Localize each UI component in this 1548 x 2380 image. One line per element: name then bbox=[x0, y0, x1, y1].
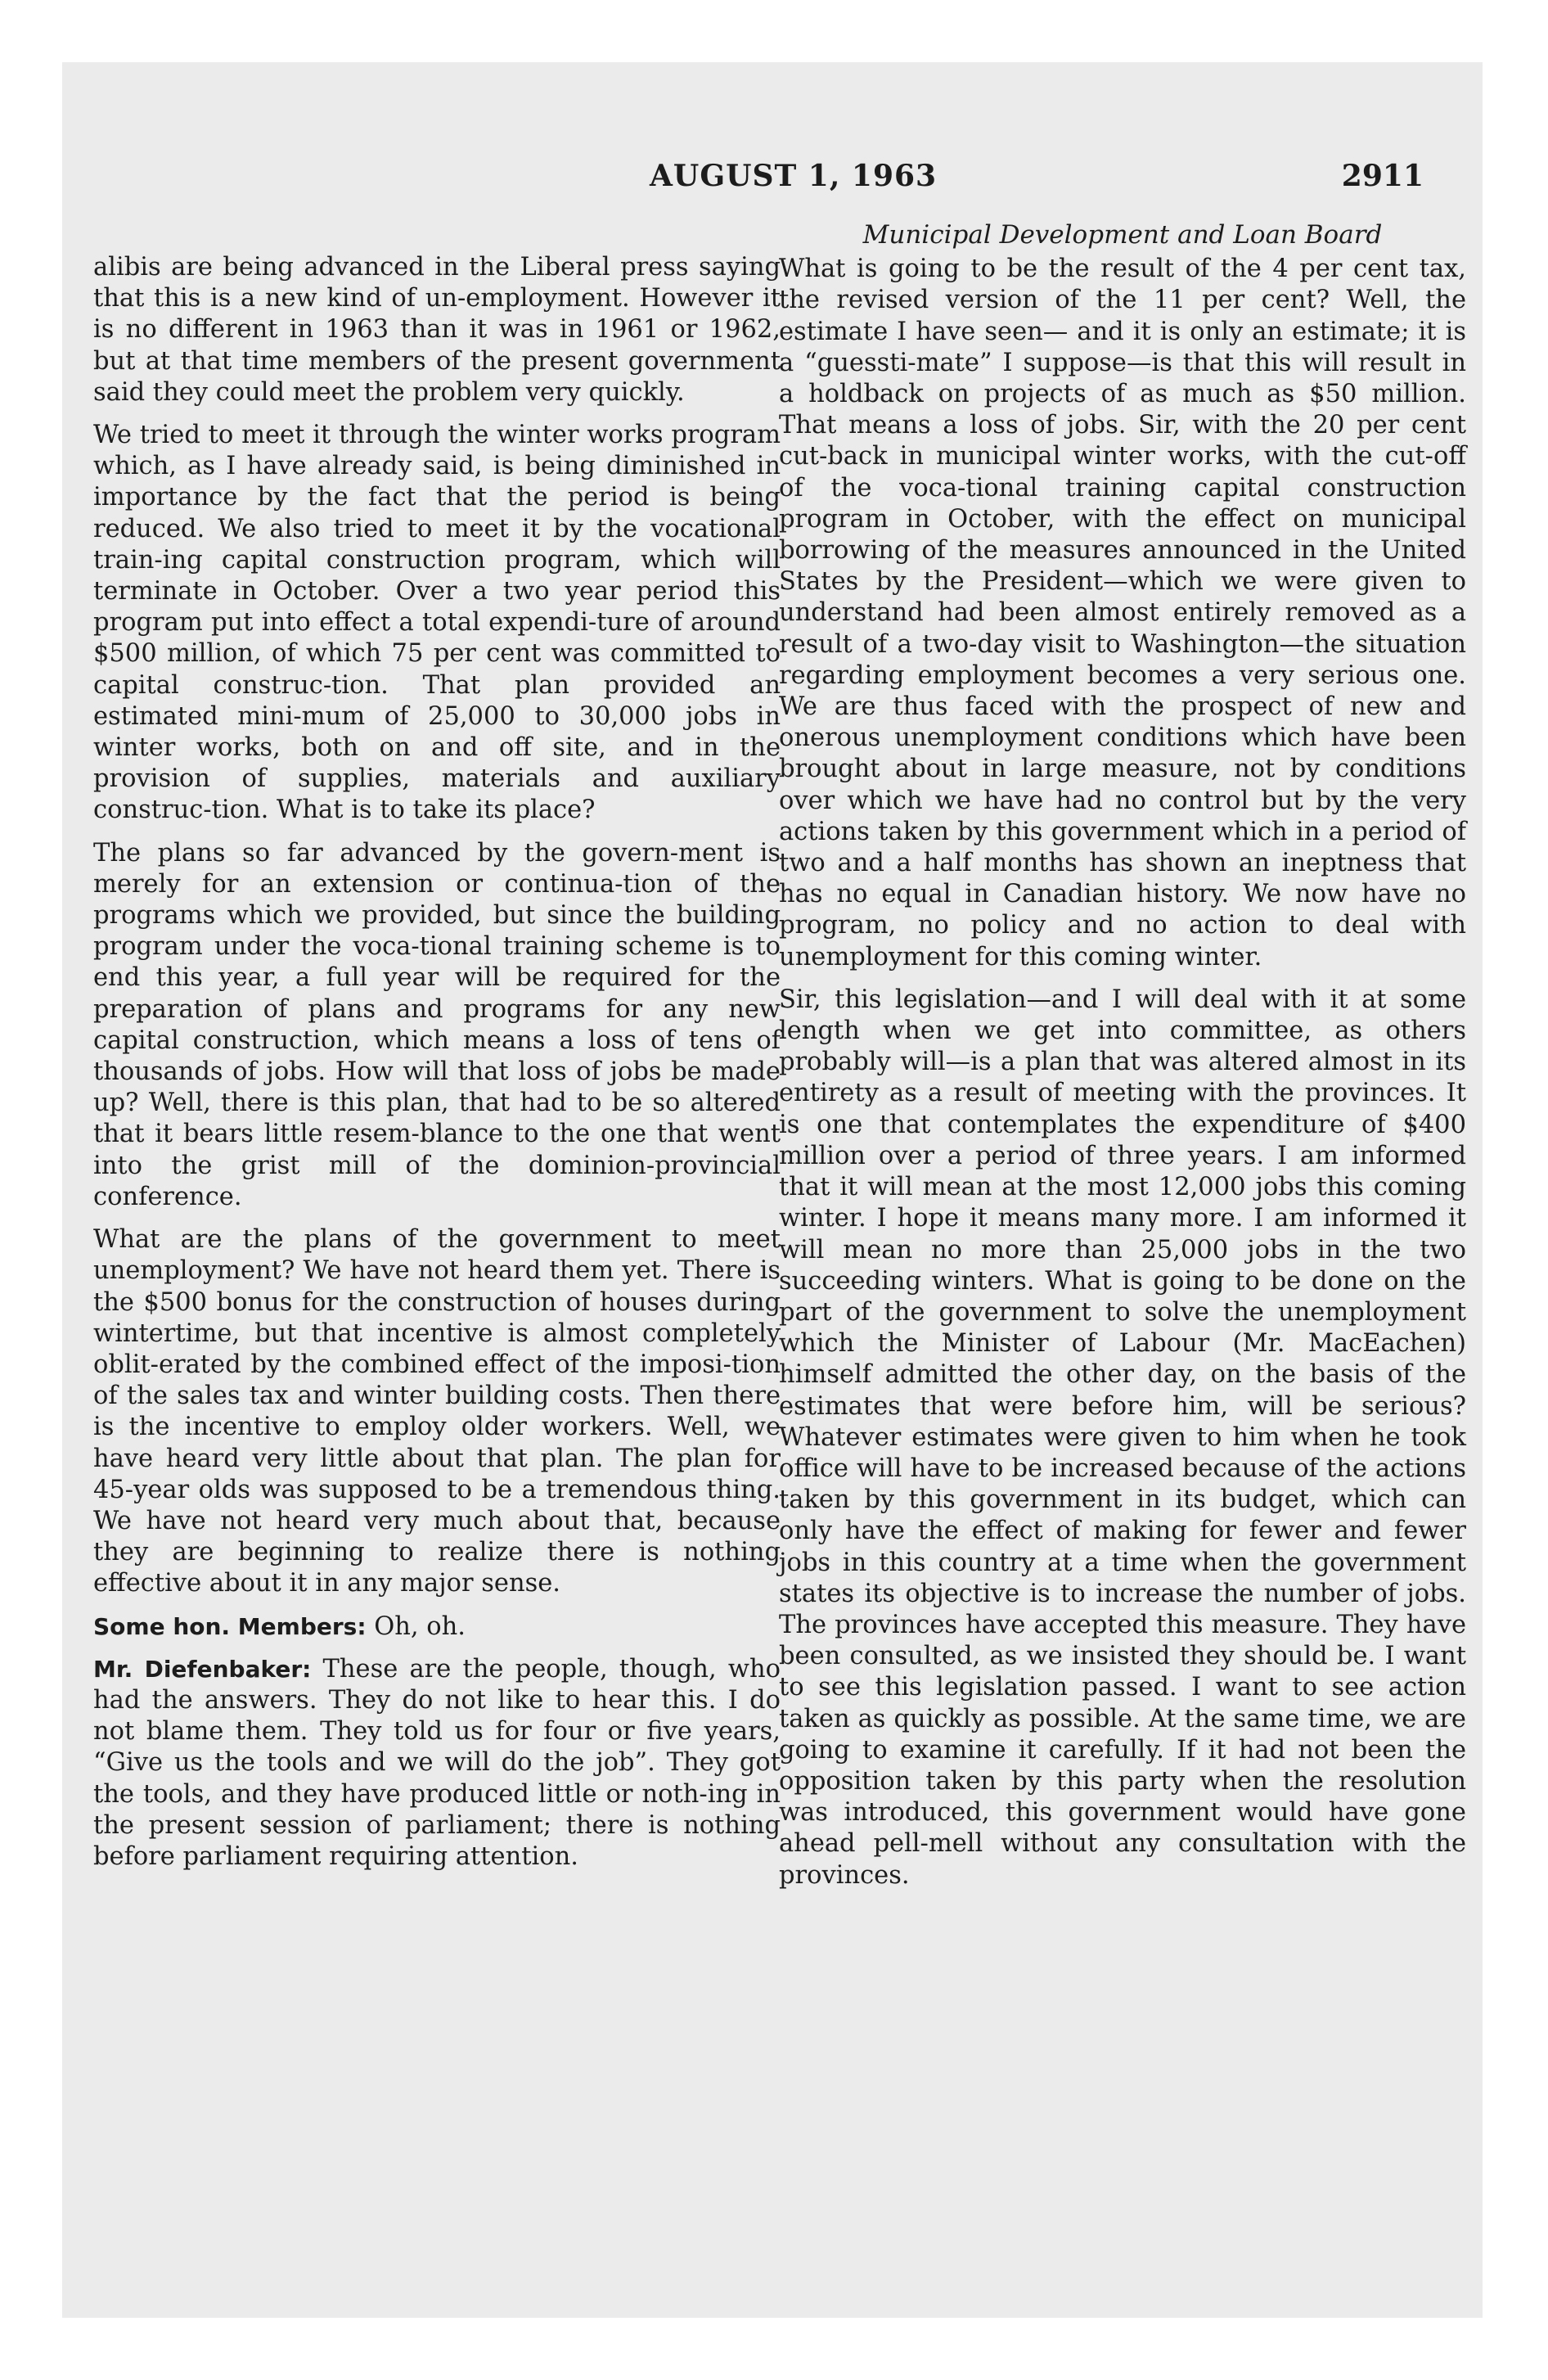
page-header bbox=[62, 159, 1483, 192]
paragraph-interjection bbox=[93, 1611, 781, 1643]
paragraph: What are the plans of the government to meet unemployment? We have not heard them yet. There is the $500 bonus for the construction of houses during wintertime, but that incentive is almost completely oblit-erated by the combined effect of the imposi-tion of the sales tax and winter building costs. Then there is the incentive to employ older workers. Well, we have heard very little about that plan. The plan for 45-year olds was supposed to be a tremendous thing. We have not heard very much about that, because they are beginning to realize there is nothing effective about it in any major sense. bbox=[93, 1225, 781, 1598]
paragraph: alibis are being advanced in the Liberal press saying that this is a new kind of un-employment. However it is no different in 1963 than it was in 1961 or 1962, but at that time members of the present government said they could meet the problem very quickly. bbox=[93, 253, 781, 407]
paragraph: The plans so far advanced by the govern-ment is merely for an extension or continua-tion of the programs which we provided, but since the building program under the voca-tional training scheme is to end this year, a full year will be required for the preparation of plans and programs for any new capital construction, which means a loss of tens of thousands of jobs. How will that loss of jobs be made up? Well, there is this plan, that had to be so altered that it bears little resem-blance to the one that went into the grist mill of the dominion-provincial conference. bbox=[93, 838, 781, 1211]
paragraph: What is going to be the result of the 4 per cent tax, the revised version of the 11 per cent? Well, the estimate I have seen— and it is only an estimate; it is a “guessti-mate” I suppose—is that this will result in a holdback on projects of as much as $50 million. That means a loss of jobs. Sir, with the 20 per cent cut-back in municipal winter works, with the cut-off of the voca-tional training capital construction program in October, with the effect on municipal borrowing of the measures announced in the United States by the President—which we were given to understand had been almost entirely removed as a result of a two-day visit to Washington—the situation regarding employment becomes a very serious one. We are thus faced with the prospect of new and onerous unemployment conditions which have been brought about in large measure, not by conditions over which we have had no control but by the very actions taken by this government which in a period of two and a half months has shown an ineptness that has no equal in Canadian history. We now have no program, no policy and no action to deal with unemployment for this coming winter. bbox=[779, 255, 1466, 971]
header-date: AUGUST 1, 1963 bbox=[650, 159, 938, 193]
paragraph: We tried to meet it through the winter works program which, as I have already said, is being diminished in importance by the fact that the period is being reduced. We also tried to meet it by the vocational train-ing capital construction program, which will terminate in October. Over a two year period this program put into effect a total expendi-ture of around $500 million, of which 75 per cent was committed to capital construc-tion. That plan provided an estimated mini-mum of 25,000 to 30,000 jobs in winter works, both on and off site, and in the provision of supplies, materials and auxiliary construc-tion. What is to take its place? bbox=[93, 421, 781, 825]
left-column bbox=[93, 252, 781, 1884]
paragraph-speech bbox=[93, 1654, 781, 1873]
running-title: Municipal Development and Loan Board bbox=[862, 220, 1383, 250]
speaker-name: Mr. Diefenbaker: bbox=[93, 1655, 312, 1683]
page-number: 2911 bbox=[1341, 159, 1424, 193]
document-page bbox=[62, 62, 1483, 2318]
speaker-name: Some hon. Members: bbox=[93, 1612, 367, 1640]
right-column bbox=[779, 219, 1466, 1903]
speech-text: Oh, oh. bbox=[374, 1611, 466, 1641]
paragraph: Sir, this legislation—and I will deal with it at some length when we get into committee, as others probably will—is a plan that was altered almost in its entirety as a result of meeting with the provinces. It is one that contemplates the expenditure of $400 million over a period of three years. I am informed that it will mean at the most 12,000 jobs this coming winter. I hope it means many more. I am informed it will mean no more than 25,000 jobs in the two succeeding winters. What is going to be done on the part of the government to solve the unemployment which the Minister of Labour (Mr. MacEachen) himself admitted the other day, on the basis of the estimates that were before him, will be serious? Whatever estimates were given to him when he took office will have to be increased because of the actions taken by this government in its budget, which can only have the effect of making for fewer and fewer jobs in this country at a time when the government states its objective is to increase the number of jobs. The provinces have accepted this measure. They have been consulted, as we insisted they should be. I want to see this legislation passed. I want to see action taken as quickly as possible. At the same time, we are going to examine it carefully. If it had not been the opposition taken by this party when the resolution was introduced, this government would have gone ahead pell-mell without any consultation with the provinces. bbox=[779, 985, 1466, 1890]
speech-text: These are the people, though, who had the answers. They do not like to hear this. I do not blame them. They told us for four or five years, “Give us the tools and we will do the job”. They got the tools, and they have produced little or noth-ing in the present session of parliament; there is nothing before parliament requiring attention. bbox=[93, 1654, 781, 1871]
